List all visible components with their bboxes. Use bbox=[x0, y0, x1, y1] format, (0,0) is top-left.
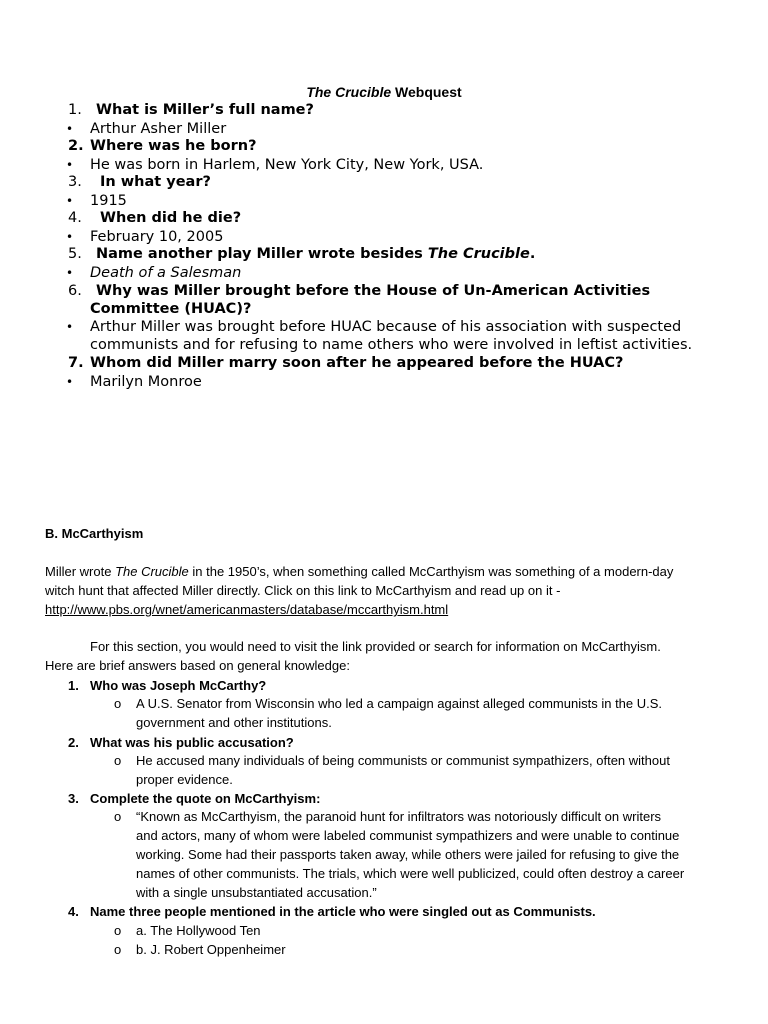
sub-bullet: o bbox=[114, 696, 122, 711]
section-heading-text: B. McCarthyism bbox=[45, 526, 144, 541]
question-text bbox=[96, 245, 535, 263]
answer-text: communists and for refusing to name others who were involved in leftist activities. bbox=[90, 337, 693, 353]
question-number: 2. bbox=[68, 735, 79, 750]
sub-bullet: o bbox=[114, 753, 122, 768]
bullet: • bbox=[66, 266, 74, 280]
sub-bullet: o bbox=[114, 942, 122, 957]
question-text: When did he die? bbox=[100, 210, 242, 226]
answer-text: Arthur Miller was brought before HUAC because of his association with suspected bbox=[90, 319, 682, 335]
title-italic: The Crucible bbox=[306, 84, 392, 100]
question-text: Complete the quote on McCarthyism: bbox=[90, 791, 321, 806]
question-number: 2. bbox=[68, 138, 84, 154]
question-number: 1. bbox=[68, 678, 79, 693]
quote-text: with a single unsubstantiated accusation.” bbox=[136, 885, 377, 900]
question-number: 4. bbox=[68, 904, 79, 919]
document-title bbox=[0, 83, 768, 101]
question-number: 5. bbox=[68, 246, 82, 262]
intro-text-italic: The Crucible bbox=[115, 564, 189, 579]
intro-text-a: Miller wrote bbox=[45, 564, 116, 579]
bullet: • bbox=[66, 194, 74, 208]
bullet: • bbox=[66, 158, 74, 172]
note-text: For this section, you would need to visit the link provided or search for information on McCarthyism. bbox=[90, 639, 661, 654]
quote-text: working. Some had their passports taken away, while others were jailed for refusing to give the bbox=[136, 847, 680, 862]
question-text: What was his public accusation? bbox=[90, 735, 294, 750]
answer-text: government and other institutions. bbox=[136, 715, 332, 730]
question-number: 4. bbox=[68, 210, 82, 226]
answer-text: proper evidence. bbox=[136, 772, 233, 787]
sub-bullet: o bbox=[114, 809, 122, 824]
question-text: In what year? bbox=[100, 174, 211, 190]
answer-text: 1915 bbox=[90, 193, 127, 209]
answer-text: He accused many individuals of being communists or communist sympathizers, often without bbox=[136, 753, 670, 768]
intro-text: witch hunt that affected Miller directly. Click on this link to McCarthyism and read up on it - bbox=[45, 583, 561, 598]
question-number: 6. bbox=[68, 283, 82, 299]
bullet: • bbox=[66, 375, 74, 389]
answer-text: He was born in Harlem, New York City, New York, USA. bbox=[90, 157, 484, 173]
question-text-italic: The Crucible bbox=[427, 246, 530, 262]
note-text: Here are brief answers based on general knowledge: bbox=[45, 658, 350, 673]
question-text-a: Name another play Miller wrote besides bbox=[96, 246, 428, 262]
answer-text: Arthur Asher Miller bbox=[90, 121, 227, 137]
mccarthyism-link[interactable]: http://www.pbs.org/wnet/americanmasters/database/mccarthyism.html bbox=[45, 602, 449, 617]
answer-text: Death of a Salesman bbox=[90, 265, 242, 281]
intro-text bbox=[45, 562, 673, 581]
answer-text: A U.S. Senator from Wisconsin who led a campaign against alleged communists in the U.S. bbox=[136, 696, 663, 711]
title-rest: Webquest bbox=[391, 84, 462, 100]
question-text: What is Miller’s full name? bbox=[96, 102, 314, 118]
quote-text: and actors, many of whom were labeled communist sympathizers and were unable to continue bbox=[136, 828, 680, 843]
bullet: • bbox=[66, 320, 74, 334]
question-text: Whom did Miller marry soon after he appeared before the HUAC? bbox=[90, 355, 624, 371]
quote-text: names of other communists. The trials, which were well publicized, could often destroy a career bbox=[136, 866, 685, 881]
question-number: 3. bbox=[68, 791, 79, 806]
question-number: 1. bbox=[68, 102, 82, 118]
question-number: 3. bbox=[68, 174, 82, 190]
question-number: 7. bbox=[68, 355, 84, 371]
question-text: Where was he born? bbox=[90, 138, 257, 154]
quote-text: “Known as McCarthyism, the paranoid hunt for infiltrators was notoriously difficult on writers bbox=[136, 809, 662, 824]
answer-text: a. The Hollywood Ten bbox=[136, 923, 261, 938]
question-text: Why was Miller brought before the House of Un-American Activities bbox=[96, 283, 651, 299]
answer-text: Marilyn Monroe bbox=[90, 374, 202, 390]
intro-text-b: in the 1950’s, when something called McCarthyism was something of a modern-day bbox=[188, 564, 674, 579]
sub-bullet: o bbox=[114, 923, 122, 938]
question-text: Committee (HUAC)? bbox=[90, 301, 252, 317]
answer-text: February 10, 2005 bbox=[90, 229, 224, 245]
bullet: • bbox=[66, 230, 74, 244]
question-text: Name three people mentioned in the article who were singled out as Communists. bbox=[90, 904, 596, 919]
answer-text: b. J. Robert Oppenheimer bbox=[136, 942, 286, 957]
question-text-b: . bbox=[529, 246, 536, 262]
bullet: • bbox=[66, 122, 74, 136]
question-text: Who was Joseph McCarthy? bbox=[90, 678, 267, 693]
